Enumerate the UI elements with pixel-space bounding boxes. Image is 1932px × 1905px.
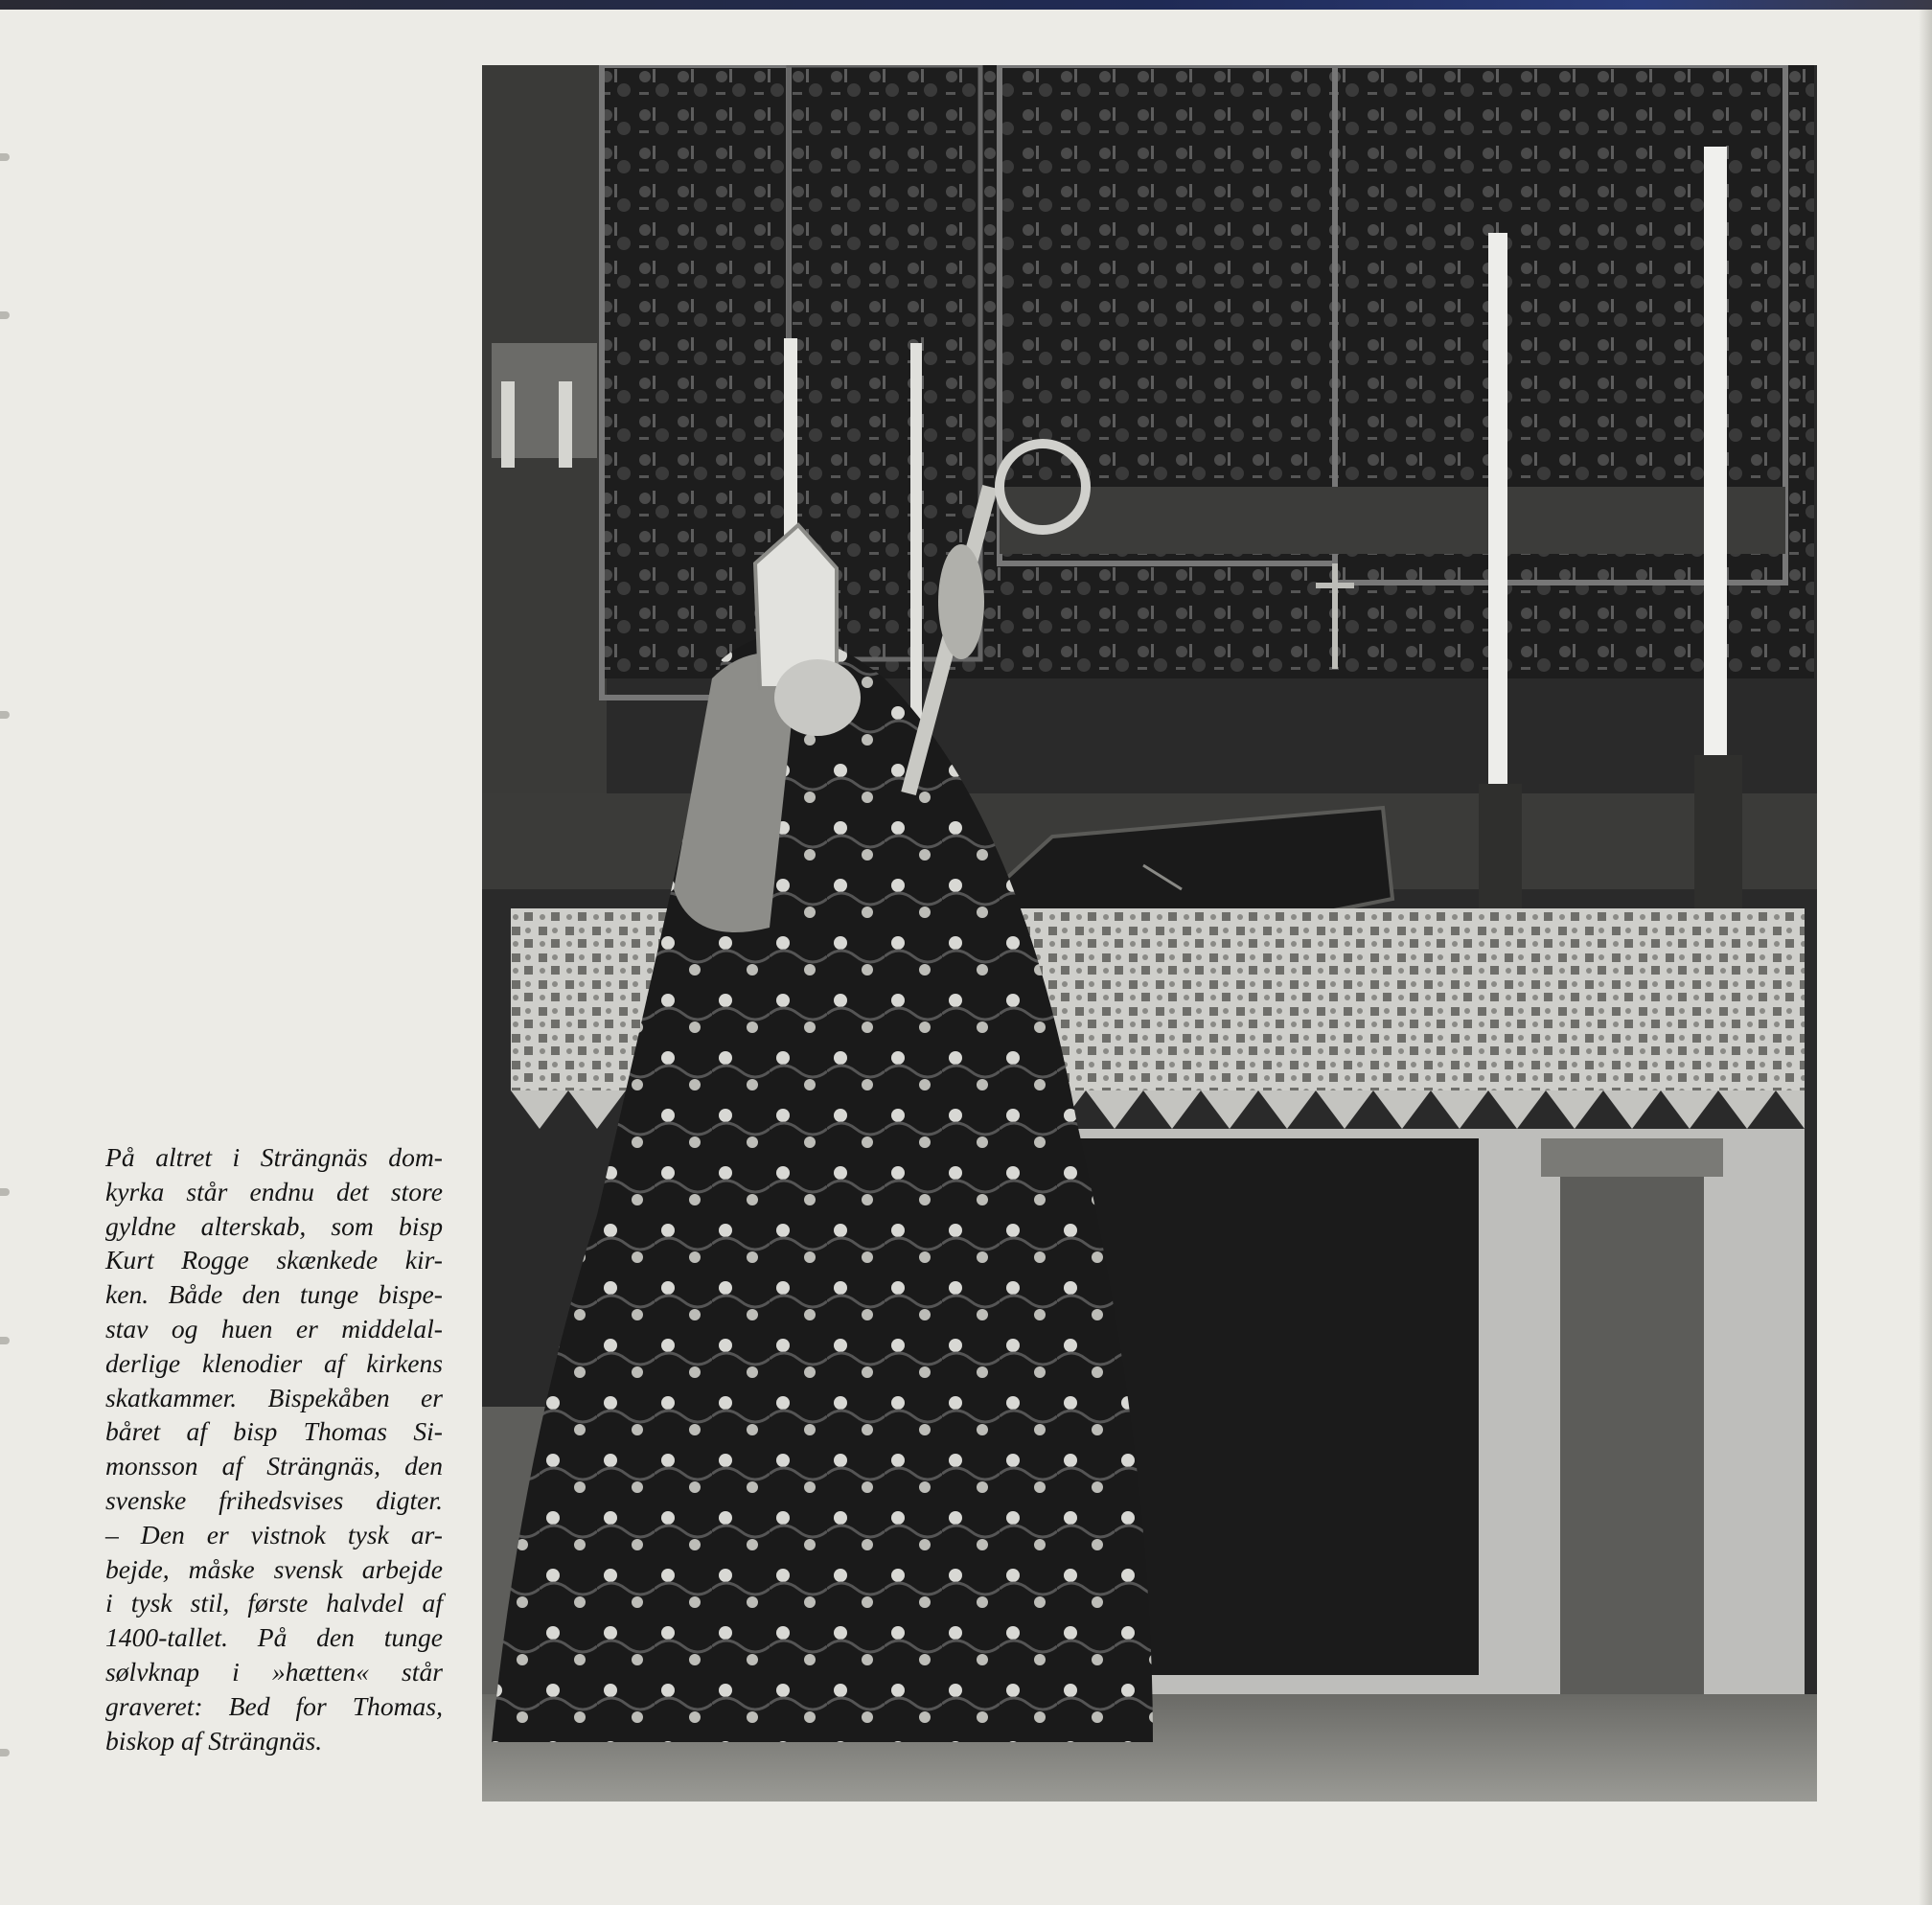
caption-line: biskop af Strängnäs. [105, 1725, 323, 1756]
caption-line: skatkammer. Bispekåben er [105, 1382, 443, 1412]
caption-line: bejde, måske svensk arbejde [105, 1553, 443, 1584]
caption-line: kyrka står endnu det store [105, 1176, 443, 1206]
caption-line: derlige klenodier af kirkens [105, 1347, 443, 1378]
binder-hole-mark [0, 311, 10, 319]
caption-line: På altret i Strängnäs dom- [105, 1142, 443, 1172]
caption-line: svenske frihedsvises digter. [105, 1484, 443, 1515]
caption-line: stav og huen er middelal- [105, 1313, 443, 1343]
altar-photograph [482, 65, 1817, 1802]
caption-line: graveret: Bed for Thomas, [105, 1690, 443, 1721]
caption-line: i tysk stil, første halvdel af [105, 1588, 443, 1618]
caption-line: – Den er vistnok tysk ar- [105, 1519, 443, 1549]
photo-caption [105, 1140, 443, 1757]
caption-line: gyldne alterskab, som bisp [105, 1210, 443, 1241]
caption-line: 1400-tallet. På den tunge [105, 1622, 443, 1653]
caption-line: båret af bisp Thomas Si- [105, 1416, 443, 1447]
binder-hole-mark [0, 711, 10, 719]
caption-line: monsson af Strängnäs, den [105, 1451, 443, 1481]
binder-hole-mark [0, 153, 10, 161]
caption-line: sølvknap i »hætten« står [105, 1656, 443, 1687]
caption-line: ken. Både den tunge bispe- [105, 1279, 443, 1310]
page-right-edge [1919, 10, 1932, 1905]
binder-hole-mark [0, 1749, 10, 1756]
caption-line: Kurt Rogge skænkede kir- [105, 1245, 443, 1275]
page-top-edge [0, 0, 1932, 10]
binder-hole-mark [0, 1188, 10, 1196]
binder-hole-mark [0, 1337, 10, 1344]
